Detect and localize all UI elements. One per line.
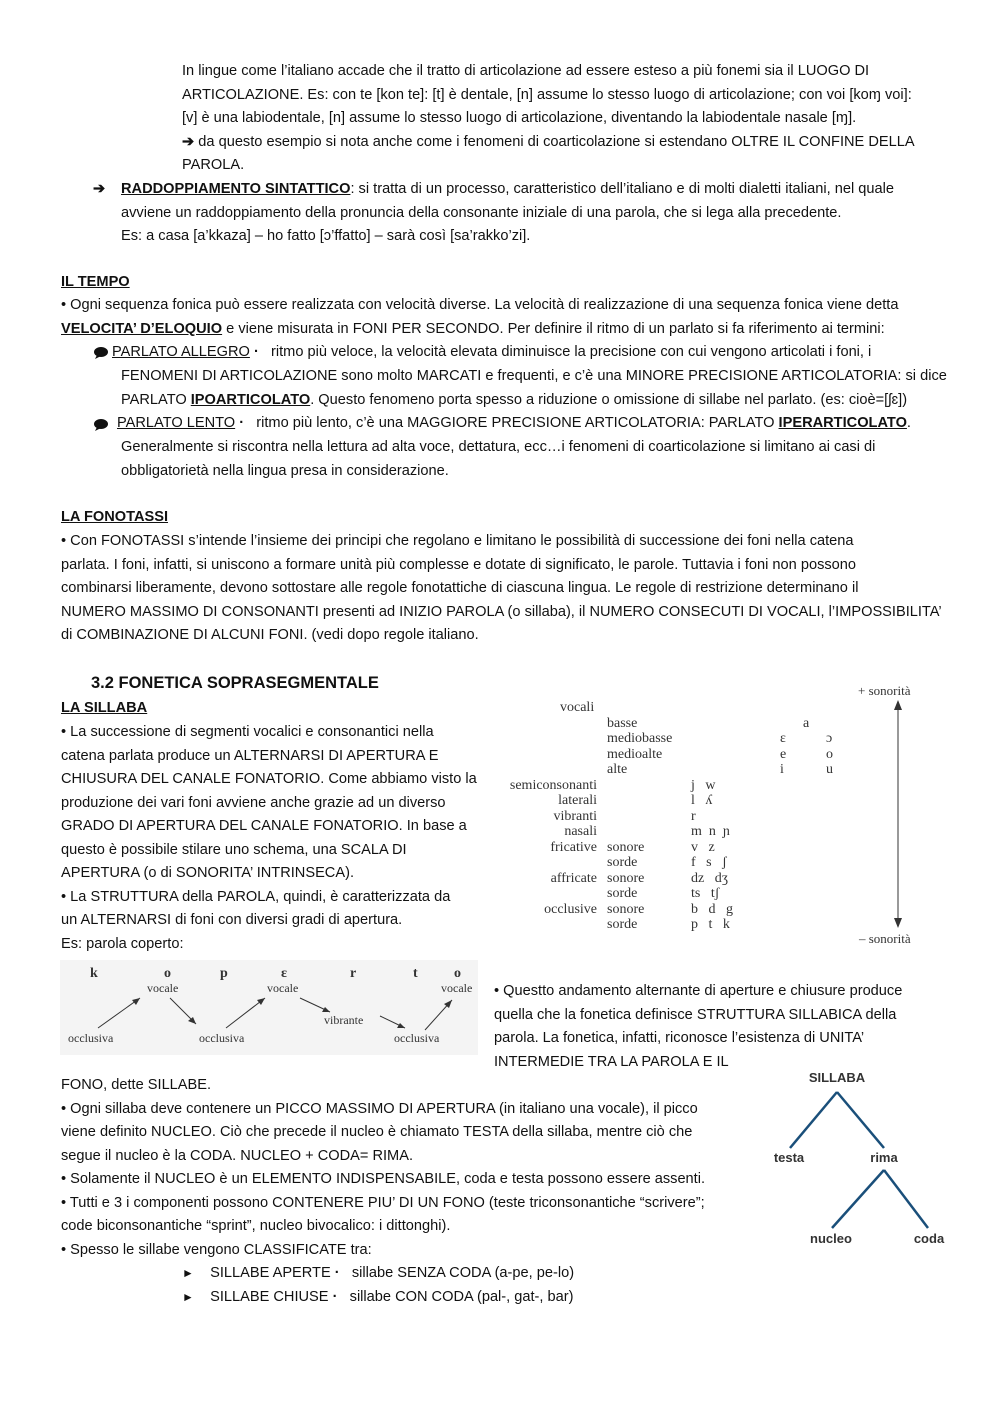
row-vocali: vocali	[560, 700, 595, 715]
speech-bubble-icon	[93, 418, 109, 432]
label-occlusiva: occlusiva	[68, 1031, 114, 1045]
vowel-a: a	[803, 716, 810, 731]
tree-node-testa: testa	[773, 1150, 805, 1165]
row-vibranti: vibranti	[553, 809, 597, 824]
sillaba-bullets-bottom: FONO, dette SILLABE. • Ogni sillaba deve contenere un PICCO MASSIMO DI APERTURA (in italiano una vocale), il picco viene definito NUCLEO. Ciò che precede il nucleo è chiamato TESTA della sillaba, mentre ciò che segue il nucleo è la CODA. NUCLEO + CODA= RIMA. • Solamente il NUCLEO è un ELEMENTO INDISPENSABILE, coda e testa possono essere assenti. • Tutti e 3 i componenti possono CONTENERE PIU’ DI UN FONO (teste triconsonantiche “scrivere”; code biconsonantiche “sprint”, nucleo bivocalico: i dittonghi). • Spesso le sillabe vengono CLASSIFICATE tra:	[61, 1077, 706, 1258]
row-mediobasse: mediobasse	[607, 731, 673, 746]
sub-sorde: sorde	[607, 855, 638, 870]
term-parlato-lento: PARLATO LENTO	[117, 415, 236, 431]
arrow-down-icon	[894, 918, 902, 928]
arrow-icon: ➔	[182, 133, 195, 150]
sub-sorde: sorde	[607, 886, 638, 901]
label-vibrante: vibrante	[324, 1013, 364, 1027]
sub-sorde: sorde	[607, 917, 638, 932]
tree-node-rima: rima	[870, 1150, 898, 1165]
tempo-paragraph: • Ogni sequenza fonica può essere realizzata con velocità diverse. La velocità di realizzazione di una sequenza fonica viene detta VELOCITA’ D’ELOQUIO e viene misurata in FONI PER SECONDO. Per definire il ritmo di un parlato si fa riferimento ai termini:	[61, 297, 899, 337]
phone-r: r	[350, 966, 357, 981]
sub-sonore: sonore	[607, 902, 645, 917]
lento-paragraph: PARLATO LENTO · ritmo più lento, c’è una MAGGIORE PRECISIONE ARTICOLATORIA: PARLATO IPERARTICOLATO.	[117, 415, 911, 431]
row-semiconsonanti: semiconsonanti	[509, 778, 597, 793]
sub-sonore: sonore	[607, 871, 645, 886]
arrow-up-icon	[894, 700, 902, 710]
tree-node-coda: coda	[913, 1231, 945, 1246]
term-ipoarticolato: IPOARTICOLATO	[190, 391, 311, 408]
allegro-continuation: FENOMENI DI ARTICOLAZIONE sono molto MARCATI e frequenti, e c’è una MINORE PRECISIONE ARTICOLATORIA: si dice PARLATO IPOARTICOLATO. Questo fenomeno porta spesso a riduzione o omissione di sillabe nel parlato. (es: cioè=[ʃɛ])	[121, 368, 947, 408]
label-occlusiva: occlusiva	[394, 1031, 440, 1045]
label-vocale: vocale	[147, 981, 179, 995]
heading-il-tempo: IL TEMPO	[61, 274, 130, 290]
sillaba-bullet-1: • La successione di segmenti vocalici e consonantici nella catena parlata produce un ALTERNARSI DI APERTURA E CHIUSURA DEL CANALE FONATORIO. Come abbiamo visto la produzione dei vari foni avviene anche grazie ad un diverso GRADO DI APERTURA DEL CANALE FONATORIO. In base a questo è possibile stilare uno schema, una SCALA DI APERTURA (o di SONORITA’ INTRINSECA). • La STRUTTURA della PAROLA, quindi, è caratterizzata da un ALTERNARSI di foni con diversi gradi di apertura. Es: parola coperto:	[61, 724, 477, 952]
tree-branches	[790, 1092, 928, 1228]
sillaba-bullet-3: • Questto andamento alternante di aperture e chiusure produce quella che la fonetica definisce STRUTTURA SILLABICA della parola. La fonetica, infatti, riconosce l’esistenza di UNITA’ INTERMEDIE TRA LA PAROLA E IL	[494, 983, 903, 1070]
row-medioalte: medioalte	[607, 747, 663, 762]
tree-root-sillaba: SILLABA	[808, 1070, 866, 1085]
label-minus-sonorita: – sonorità	[859, 931, 911, 946]
row-alte: alte	[607, 762, 628, 777]
lento-continuation: Generalmente si riscontra nella lettura ad alta voce, dettatura, ecc…i fenomeni di coarticolazione si limitano ai casi di obbligatorietà nella lingua presa in considerazione.	[121, 439, 876, 479]
symbols-fricative-sorde: f s ʃ	[691, 855, 727, 870]
symbols-fricative-sonore: v z	[691, 840, 715, 855]
allegro-paragraph: PARLATO ALLEGRO · ritmo più veloce, la velocità elevata diminuisce la precisione con cui vengono articolati i foni, i	[112, 344, 872, 360]
raddoppiamento-paragraph: RADDOPPIAMENTO SINTATTICO: si tratta di un processo, caratteristico dell’italiano e di molti dialetti italiani, nel quale avviene un raddoppiamento della pronuncia della consonante iniziale di una parola, che si lega alla precedente. Es: a casa [a’kkaza] – ho fatto [ɔ’ffatto] – sarà così [sa’rakko’zi].	[121, 181, 894, 244]
label-vocale: vocale	[267, 981, 299, 995]
arrow-icon: ➔	[93, 181, 106, 197]
vowel-e: e	[780, 747, 787, 762]
vowel-o-open: ɔ	[826, 731, 833, 746]
symbols-nasali: m n ɲ	[691, 824, 730, 839]
term-parlato-allegro: PARLATO ALLEGRO	[112, 344, 250, 360]
symbols-laterali: l ʎ	[691, 793, 713, 808]
row-laterali: laterali	[558, 793, 597, 808]
vowel-e-open: ɛ	[780, 731, 786, 746]
vowel-i: i	[780, 762, 784, 777]
phone-o: o	[454, 966, 461, 981]
label-occlusiva: occlusiva	[199, 1031, 245, 1045]
symbols-affricate-sorde: ts tʃ	[691, 886, 720, 901]
vowel-o: o	[826, 747, 833, 762]
label-plus-sonorita: + sonorità	[858, 683, 911, 698]
phone-e-open: ɛ	[281, 966, 287, 981]
row-basse: basse	[607, 716, 638, 731]
row-occlusive: occlusive	[544, 902, 597, 917]
syllable-tree-diagram	[760, 1062, 960, 1252]
coarticulation-paragraph: In lingue come l’italiano accade che il tratto di articolazione ad essere esteso a più fonemi sia il LUOGO DI ARTICOLAZIONE. Es: con te [kon te]: [t] è dentale, [n] assume lo stesso luogo di articolazione; con voi [koɱ voi]: [v] è una labiodentale, [n] assume lo stesso luogo di articolazione, diventando la labiodentale nasale [ɱ]. ➔ da questo esempio si nota anche come i fenomeni di coarticolazione si estendano OLTRE IL CONFINE DELLA PAROLA.	[182, 63, 915, 173]
row-affricate: affricate	[550, 871, 597, 886]
coperto-diagram	[60, 960, 478, 1055]
symbols-occlusive-sorde: p t k	[691, 917, 730, 932]
sub-sonore: sonore	[607, 840, 645, 855]
symbols-affricate-sonore: dz dʒ	[691, 871, 728, 886]
vowel-u: u	[826, 762, 833, 777]
triangle-bullet-icon: ►	[182, 1289, 194, 1304]
row-fricative: fricative	[550, 840, 597, 855]
sillabe-list	[182, 1262, 574, 1309]
list-item: ► SILLABE CHIUSE · sillabe CON CODA (pal-, gat-, bar)	[182, 1288, 574, 1305]
tree-node-nucleo: nucleo	[810, 1231, 852, 1246]
symbols-vibranti: r	[691, 809, 696, 824]
phone-k: k	[90, 966, 98, 981]
term-iperarticolato: IPERARTICOLATO	[778, 415, 907, 431]
heading-la-fonotassi: LA FONOTASSI	[61, 509, 169, 525]
phone-t: t	[413, 966, 418, 981]
symbols-occlusive-sonore: b d g	[691, 902, 733, 917]
phone-o: o	[164, 966, 171, 981]
term-velocita: VELOCITA’ D’ELOQUIO	[61, 320, 223, 337]
heading-la-sillaba: LA SILLABA	[61, 700, 148, 716]
sonority-scale-diagram	[490, 680, 935, 950]
speech-bubble-icon	[93, 346, 109, 360]
section-title: 3.2 FONETICA SOPRASEGMENTALE	[91, 674, 379, 692]
fonotassi-paragraph: • Con FONOTASSI s’intende l’insieme dei principi che regolano e limitano le possibilità di successione dei foni nella catena parlata. I foni, infatti, si uniscono a formare unità più complesse e dotate di significato, le parole. Tuttavia i foni non possono combinarsi liberamente, devono sottostare alle regole fonotattiche di ciascuna lingua. Le regole di restrizione determinano il NUMERO MASSIMO DI CONSONANTI presenti ad INIZIO PAROLA (o sillaba), il NUMERO CONSECUTI DI VOCALI, l’IMPOSSIBILITA’ di COMBINAZIONE DI ALCUNI FONI. (vedi dopo regole italiano.	[61, 533, 942, 643]
triangle-bullet-icon: ►	[182, 1266, 194, 1280]
phone-p: p	[220, 966, 228, 981]
label-vocale: vocale	[441, 981, 473, 995]
row-nasali: nasali	[564, 824, 597, 839]
list-item: ► SILLABE APERTE · sillabe SENZA CODA (a-pe, pe-lo)	[182, 1265, 575, 1281]
symbols-semiconsonanti: j w	[691, 778, 716, 793]
term-raddoppiamento: RADDOPPIAMENTO SINTATTICO	[121, 181, 351, 197]
